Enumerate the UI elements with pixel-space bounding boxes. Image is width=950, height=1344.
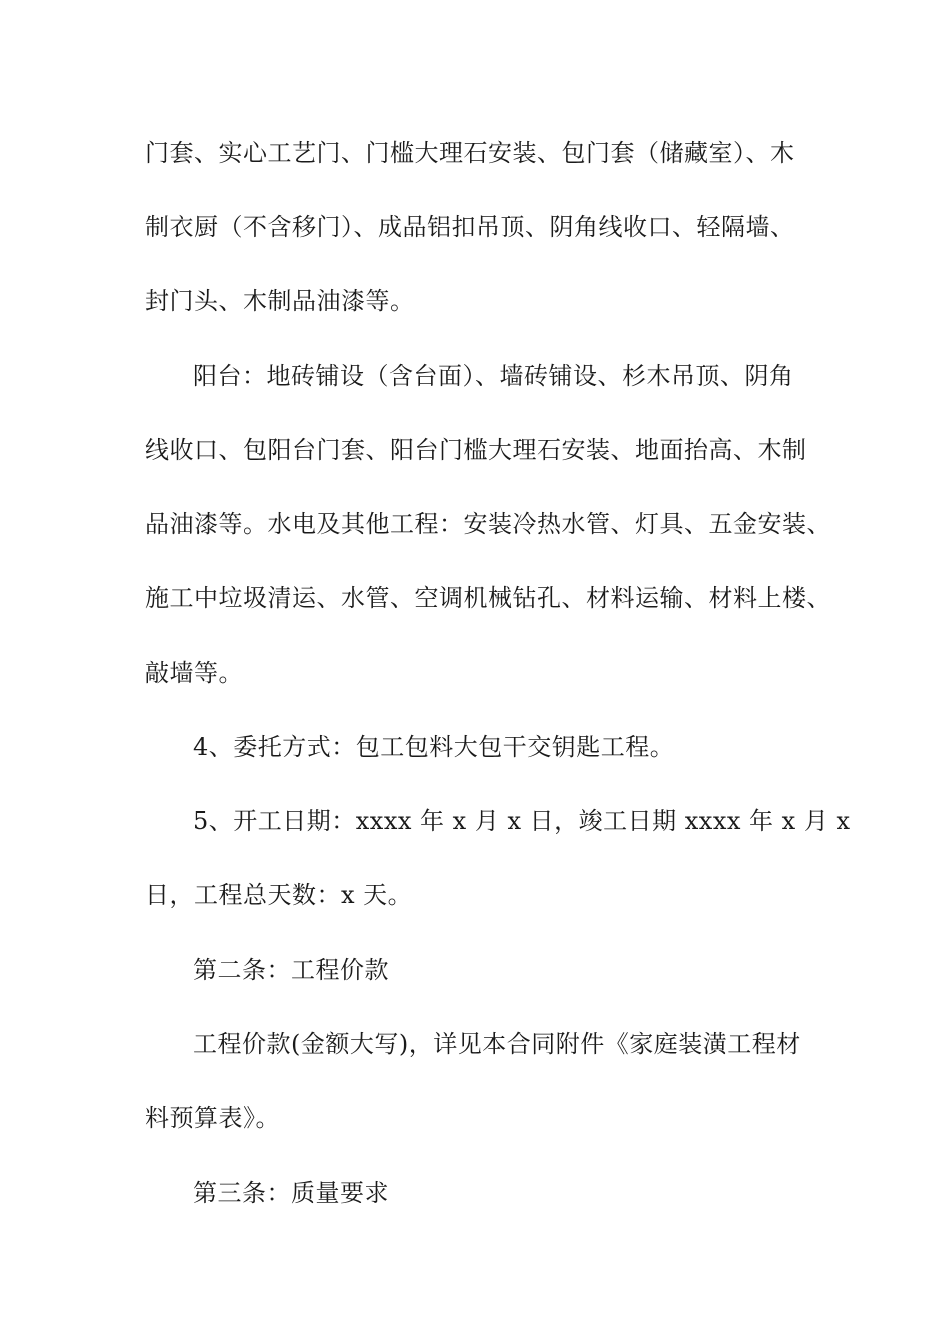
paragraph-line-3: 封门头、木制品油漆等。 (145, 287, 415, 315)
paragraph-line-14: 料预算表》。 (145, 1104, 280, 1132)
paragraph-line-9: 4、委托方式：包工包料大包干交钥匙工程。 (193, 733, 675, 761)
paragraph-line-8: 敲墙等。 (145, 659, 243, 687)
paragraph-line-11: 日，工程总天数：x 天。 (145, 881, 413, 909)
paragraph-line-1: 门套、实心工艺门、门槛大理石安装、包门套（储藏室）、木 (145, 139, 795, 167)
paragraph-line-2: 制衣厨（不含移门）、成品铝扣吊顶、阴角线收口、轻隔墙、 (145, 213, 795, 241)
paragraph-line-5: 线收口、包阳台门套、阳台门槛大理石安装、地面抬高、木制 (145, 436, 807, 464)
paragraph-line-6: 品油漆等。水电及其他工程：安装冷热水管、灯具、五金安装、 (145, 510, 831, 538)
paragraph-line-10: 5、开工日期：xxxx 年 x 月 x 日，竣工日期 xxxx 年 x 月 x (193, 807, 851, 835)
paragraph-line-7: 施工中垃圾清运、水管、空调机械钻孔、材料运输、材料上楼、 (145, 584, 831, 612)
paragraph-line-13: 工程价款(金额大写)，详见本合同附件《家庭装潢工程材 (193, 1030, 801, 1058)
section-heading-2: 第二条：工程价款 (193, 956, 389, 984)
section-heading-3: 第三条：质量要求 (193, 1179, 389, 1207)
paragraph-line-4: 阳台：地砖铺设（含台面）、墙砖铺设、杉木吊顶、阴角 (193, 362, 794, 390)
